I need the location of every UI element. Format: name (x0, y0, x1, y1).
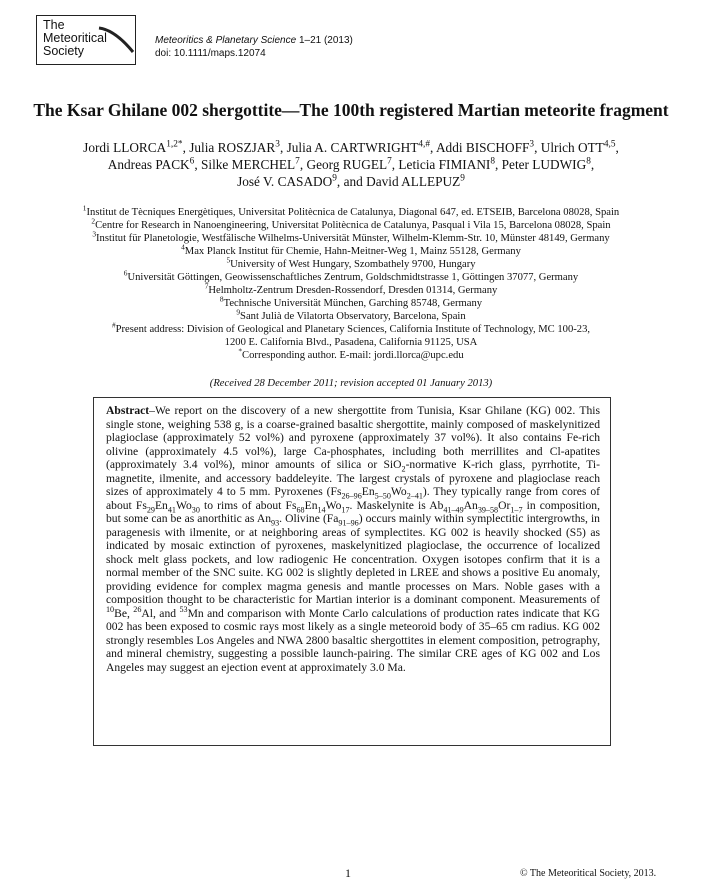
author-line-3: José V. CASADO$^9$, and David ALLEPUZ$^9$ (237, 173, 465, 189)
abstract-text: Abstract–We report on the discovery of a new shergottite from Tunisia, Ksar Ghilane (KG) 002. This single stone, weighing 538 g, is a coarse-grained basaltic shergottite, mainly composed of maskelynitized plagioclase (approximately 52 vol%) and pyroxene (approximately 37 vol%). It also contains Fe-rich olivine (approximately 4.5 vol%), large Ca-phosphates, including both merrillites and Cl-apatites (approximately 3.4 vol%), minor amounts of silica or SiO$_2$-normative K-rich glass, pyrrhotite, Ti-magnetite, ilmenite, and accessory baddeleyite. The largest crystals of pyroxene and plagioclase reach sizes of approximately 4 to 5 mm. Pyroxenes $(Fs_{26-96}En_{5-50}Wo_{2-41})$. They typically range from cores of about $Fs_{29}En_{41}Wo_{30}$ to rims of about $Fs_{68}En_{14}Wo_{17}$. Maskelynite is $Ab_{41-49}An_{39-58}Or_{1-7}$ in composition, but some can be as anorthitic as $An_{93}$. Olivine $(Fa_{91-96})$ occurs mainly within symplectitic intergrowths, in paragenesis with ilmenite, or at neighboring areas of symplectites. KG 002 is heavily shocked (S5) as indicated by mosaic extinction of pyroxenes, maskelynitized plagioclase, the occurrence of localized shock melt glass pockets, and low radiogenic He concentration. Oxygen isotopes confirm that it is a normal member of the SNC suite. KG 002 is slightly depleted in LREE and shows a positive Eu anomaly, providing evidence for complex magma genesis and mantle processes on Mars. Noble gases with a composition thought to be characteristic for Martian interior is a dominant component. Measurements of $^{10}$Be, $^{26}$Al, and $^{53}$Mn and comparison with Monte Carlo calculations of production rates indicate that KG 002 has been exposed to cosmic rays most likely as a single meteoroid body of 35–65 cm radius. KG 002 strongly resembles Los Angeles and NWA 2800 basaltic shergottites in element composition, petrography, and mineral chemistry, suggesting a possible launch-pairing. The similar CRE ages of KG 002 and Los Angeles may suggest an ejection event at approximately 3.0 Ma. (106, 404, 601, 674)
journal-name: Meteoritics & Planetary Science (155, 35, 297, 46)
journal-doi: doi: 10.1111/maps.12074 (155, 48, 266, 59)
affiliation: $^5$University of West Hungary, Szombathely 9700, Hungary (226, 255, 476, 270)
journal-header (155, 34, 353, 60)
logo-line-2: Meteoritical (43, 31, 107, 45)
corresponding-author: *Corresponding author. E-mail: jordi.llorca@upc.edu (238, 346, 464, 361)
affiliation: $^4$Max Planck Institut für Chemie, Hahn-Meitner-Weg 1, Mainz 55128, Germany (181, 242, 521, 257)
affiliation: $^2$Centre for Research in Nanoengineering, Universitat Politècnica de Catalunya, Pasqual i Vila 15, Barcelona 08028, Spain (91, 216, 611, 231)
received-dates: (Received 28 December 2011; revision accepted 01 January 2013) (209, 378, 493, 389)
author-line-2: Andreas PACK$^6$, Silke MERCHEL$^7$, Georg RUGEL$^7$, Leticia FIMIANI$^8$, Peter LUDWIG$^8$, (107, 156, 595, 172)
affiliation: 1200 E. California Blvd., Pasadena, California 91125, USA (224, 337, 478, 348)
affiliation: #Present address: Division of Geological and Planetary Sciences, California Institute of Technology, MC 100-23, (111, 320, 591, 335)
affiliation: $^6$Universität Göttingen, Geowissenschaftliches Zentrum, Goldschmidtstrasse 1, Göttingen 37077, Germany (123, 268, 579, 283)
logo-line-1: The (43, 18, 65, 32)
affiliation: $^3$Institut für Planetologie, Westfälische Wilhelms-Universität Münster, Wilhelm-Klemm-Str. 10, Münster 48149, Germany (92, 229, 610, 244)
affiliation: $^9$Sant Julià de Vilatorta Observatory, Barcelona, Spain (236, 307, 466, 322)
logo-swoosh-icon (97, 26, 135, 56)
affiliation: $^1$Institut de Tècniques Energètiques, Universitat Politècnica de Catalunya, Diagonal 647, ed. ETSEIB, Barcelona 08028, Spain (82, 203, 620, 218)
paper-title: The Ksar Ghilane 002 shergottite—The 100th registered Martian meteorite fragment (33, 100, 669, 120)
author-line-1: Jordi $LLORCA^{1,2*}$, Julia ROSZJAR$^3$, Julia A. $CARTWRIGHT^{4,\#}$, Addi BISCHOFF$^3$, Ulrich OTT$^{4,5}$, (83, 139, 619, 155)
logo-line-3: Society (43, 44, 84, 58)
affiliation: $^7$Helmholtz-Zentrum Dresden-Rossendorf, Dresden 01314, Germany (204, 281, 498, 296)
page-number: 1 (345, 866, 351, 880)
journal-pages: 1–21 (2013) (296, 35, 353, 46)
affiliation: $^8$Technische Universität München, Garching 85748, Germany (219, 294, 483, 309)
copyright-notice: © The Meteoritical Society, 2013. (520, 868, 657, 879)
society-logo (36, 15, 136, 65)
